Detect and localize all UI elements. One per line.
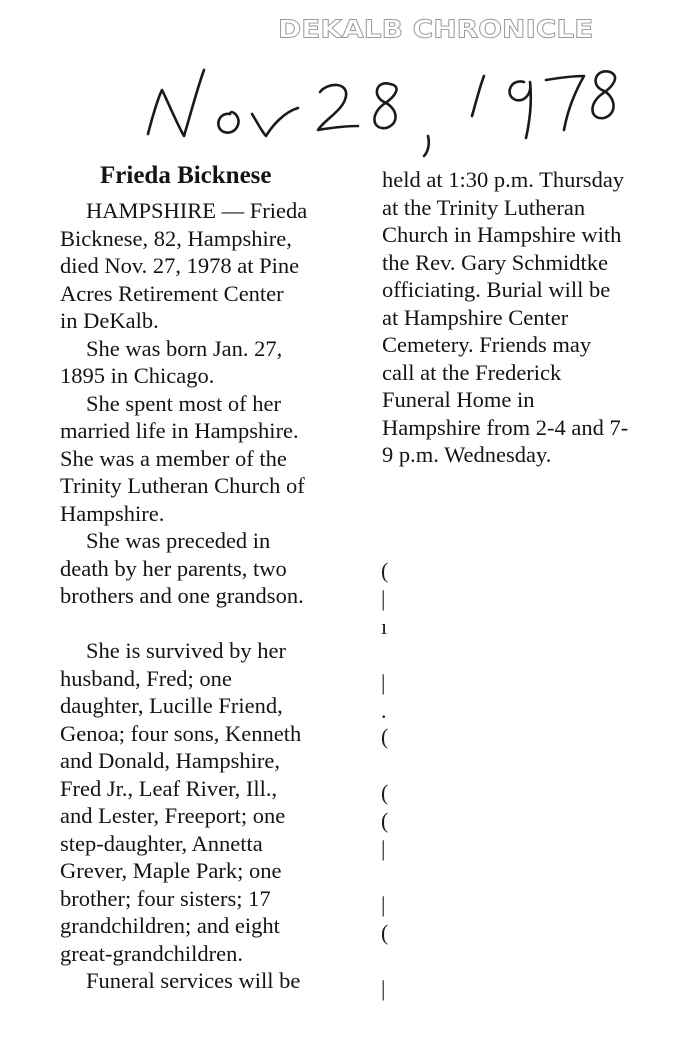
text-line: married life in Hampshire. [60, 418, 299, 443]
edge-mark: . [381, 698, 387, 723]
newspaper-stamp: DEKALB CHRONICLE [278, 14, 594, 44]
text-line: brothers and one grandson. [60, 583, 304, 608]
edge-mark: | [381, 892, 386, 917]
edge-mark: | [381, 836, 386, 861]
text-line: death by her parents, two [60, 555, 287, 581]
paragraph-gap [60, 610, 358, 638]
text-line: Grever, Maple Park; one [60, 858, 282, 883]
text-line: She spent most of her [86, 390, 281, 416]
text-line: 9 p.m. Wednesday. [382, 442, 552, 467]
text-line: Church in Hampshire with [382, 222, 622, 247]
text-line: and Donald, Hampshire, [60, 748, 280, 773]
text-line: Fred Jr., Leaf River, Ill., [60, 775, 278, 801]
article-column-left [60, 197, 358, 995]
text-line: Bicknese, 82, Hampshire, [60, 225, 292, 251]
handwritten-date [138, 56, 598, 156]
text-line: Acres Retirement Center [60, 280, 284, 306]
edge-mark: | [381, 670, 386, 695]
edge-mark: ( [381, 808, 389, 833]
text-line: daughter, Lucille Friend, [60, 693, 283, 718]
edge-mark: | [381, 586, 386, 611]
text-line: great-grandchildren. [60, 940, 244, 966]
text-line: the Rev. Gary Schmidtke [382, 249, 608, 275]
text-line: held at 1:30 p.m. Thursday [382, 167, 625, 192]
text-line: Funeral services will be [86, 968, 301, 993]
text-line: in DeKalb. [60, 308, 159, 333]
edge-mark: ı [381, 614, 388, 639]
edge-mark: | [381, 976, 386, 1001]
text-line: died Nov. 27, 1978 at Pine [60, 253, 300, 278]
text-line: and Lester, Freeport; one [60, 803, 286, 828]
article-column-right [382, 166, 680, 469]
obituary-headline: Frieda Bicknese [100, 162, 272, 189]
text-line: She is survived by her [86, 638, 286, 663]
handwritten-date-strokes [138, 56, 598, 156]
text-line: Genoa; four sons, Kenneth [60, 720, 302, 746]
text-line: brother; four sisters; 17 [60, 885, 271, 911]
text-line: step-daughter, Annetta [60, 830, 263, 856]
text-line: grandchildren; and eight [60, 913, 280, 938]
edge-mark: ( [381, 558, 389, 583]
text-line: call at the Frederick [382, 359, 562, 385]
text-line: Funeral Home in [382, 387, 535, 412]
text-line: at Hampshire Center [382, 304, 569, 330]
text-line: She was a member of the [60, 445, 287, 471]
text-line: at the Trinity Lutheran [382, 194, 586, 220]
text-line: Cemetery. Friends may [382, 332, 592, 357]
text-line: husband, Fred; one [60, 665, 232, 691]
edge-mark: ( [381, 724, 389, 749]
text-line: She was born Jan. 27, [86, 335, 283, 361]
text-line: She was preceded in [86, 528, 271, 553]
text-line: HAMPSHIRE — Frieda [86, 198, 308, 223]
edge-mark: ( [381, 920, 389, 945]
clipped-column-edge [381, 560, 393, 1010]
text-line: officiating. Burial will be [382, 277, 611, 302]
text-line: Hampshire. [60, 500, 165, 526]
text-line: 1895 in Chicago. [60, 363, 215, 388]
edge-mark: ( [381, 780, 389, 805]
text-line: Trinity Lutheran Church of [60, 473, 305, 498]
text-line: Hampshire from 2-4 and 7- [382, 414, 629, 440]
